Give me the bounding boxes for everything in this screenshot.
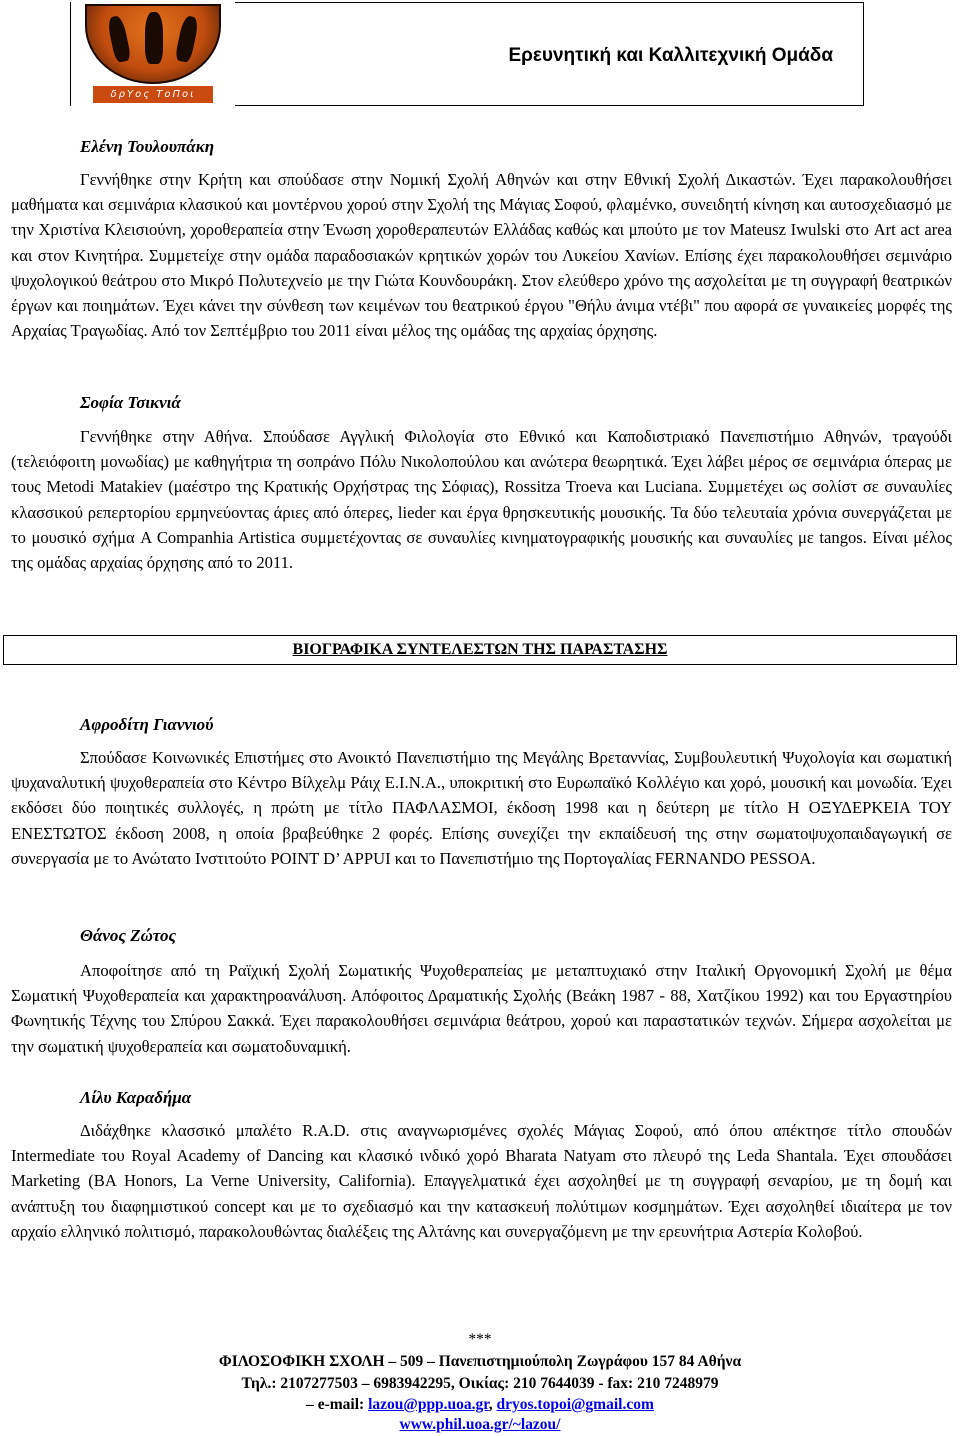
bio-name: Ελένη Τουλουπάκη bbox=[80, 137, 215, 156]
logo bbox=[71, 2, 235, 106]
email-link-dryos[interactable]: dryos.topoi@gmail.com bbox=[496, 1396, 654, 1413]
bio-text: Σπούδασε Κοινωνικές Επιστήμες στο Ανοικτό Πανεπιστήμιο της Μεγάλης Βρεταννίας, Συμβουλευτική Ψυχολογία και σωματική ψυχαναλυτική ψυχοθεραπεία στο Κέντρο Βίλχελμ Ράιχ Ε.Ι.Ν.Α., υποκριτική στο Ευρωπαϊκό Κολλέγιο και χορό, μουσική και μονωδία. Έχει εκδόσει δύο ποιητικές συλλογές, η πρώτη με τίτλο ΠΑΦΛΑΣΜΟΙ, έκδοση 1998 και η δεύτερη με τίτλο Η ΟΞΥΔΕΡΚΕΙΑ ΤΟΥ ΕΝΕΣΤΩΤΟΣ έκδοση 2008, η οποία βραβεύθηκε 2 φορές. Επίσης συνεχίζει την εκπαίδευσή της στην σωματοψυχοπαιδαγωγική σε συνεργασία με το Ανώτατο Ινστιτούτο POINT D’ APPUI και το Πανεπιστήμιο της Πορτογαλίας FERNANDO PESSOA. bbox=[11, 748, 952, 868]
bio-text: Γεννήθηκε στην Αθήνα. Σπούδασε Αγγλική Φιλολογία στο Εθνικό και Καποδιστριακό Πανεπιστήμιο Αθηνών, τραγούδι (τελειόφοιτη μονωδίας) με καθηγήτρια τη σοπράνο Πόλυ Νικολοπούλου και ανώτερα θεωρητικά. Έχει λάβει μέρος σε σεμινάρια όπερας με τους Metodi Matakiev (μαέστρο της Κρατικής Ορχήστρας της Σόφιας), Rossitza Troeva και Luciana. Συμμετέχει ως σολίστ σε συναυλίες κλασσικού ρεπερτορίου ερμηνεύοντας άριες από όπερες, lieder και έργα θρησκευτικής μουσικής. Τα δύο τελευταία χρόνια συνεργάζεται με το μουσικό σχήμα A Companhia Artistica συμμετέχοντας σε συναυλίες κινηματογραφικής μουσικής και συναυλίες με tangos. Είναι μέλος της ομάδας αρχαίας όρχησης από το 2011. bbox=[11, 427, 952, 573]
footer-email-line bbox=[0, 1395, 960, 1415]
logo-figure-center bbox=[145, 12, 163, 64]
footer-address: ΦΙΛΟΣΟΦΙΚΗ ΣΧΟΛΗ – 509 – Πανεπιστημιούπολη Ζωγράφου 157 84 Αθήνα bbox=[218, 1353, 742, 1370]
footer-website-line bbox=[0, 1415, 960, 1435]
bio-text: Διδάχθηκε κλασσικό μπαλέτο R.A.D. στις αναγνωρισμένες σχολές Μάγιας Σοφού, από όπου απέκτησε τίτλο σπουδών Intermediate του Royal Academy of Dancing και κλασικό ινδικό χορό Bharata Natyam στο πλευρό της Leda Shantala. Έχει σπουδάσει Marketing (BA Honors, La Verne University, California). Επαγγελματικά έχει ασχοληθεί με τη συγγραφή σεναρίου, με τη δομή και ανάπτυξη του διαφημιστικού concept και με το σχεδιασμό και την κατασκευή πολύτιμων κοσμημάτων. Έχει ασχοληθεί ιδιαίτερα με τον αρχαίο ελληνικό πολιτισμό, παρακολουθώντας διαλέξεις της Αλτάνης και συνεργαζόμενη με την ερευνήτρια Αστερία Κολοβού. bbox=[11, 1121, 952, 1241]
bio-name: Αφροδίτη Γιαννιού bbox=[80, 715, 214, 734]
bio-text: Αποφοίτησε από τη Ραϊχική Σχολή Σωματικής Ψυχοθεραπείας με μεταπτυχιακό στην Ιταλική Οργονομική Σχολή με θέμα Σωματική Ψυχοθεραπεία και χαρακτηρoανάλυση. Απόφοιτος Δραματικής Σχολής (Βεάκη 1987 - 88, Χατζίκου 1992) και του Εργαστηρίου Φωνητικής Τέχνης του Σπύρου Σακκά. Έχει παρακολουθήσει σεμινάρια θεάτρου, χορού και παραστατικών τεχνών. Σήμερα ασχολείται με την σωματική ψυχοθεραπεία και σωματοδυναμική. bbox=[11, 961, 952, 1056]
email-link-lazou[interactable]: lazou@ppp.uoa.gr bbox=[368, 1396, 489, 1413]
bio-name: Θάνος Ζώτος bbox=[80, 926, 177, 945]
footer-email-label: – e-mail: bbox=[306, 1396, 365, 1413]
letterhead bbox=[70, 2, 864, 106]
logo-text: δρΥος ΤοΠοι bbox=[93, 86, 213, 103]
bio-name: Σοφία Τσικνιά bbox=[80, 393, 181, 412]
footer-separator: *** bbox=[468, 1331, 492, 1348]
bio-text: Γεννήθηκε στην Κρήτη και σπούδασε στην Νομική Σχολή Αθηνών και στην Εθνική Σχολή Δικαστών. Έχει παρακολουθήσει μαθήματα και σεμινάρια κλασικού και μοντέρνου χορού στην Σχολή της Μάγιας Σοφού, φλαμένκο, συνειδητή κίνηση και αυτοσχεδιασμό με την Χριστίνα Κλεισιούνη, χοροθεραπεία στην Ένωση χοροθεραπευτών Ελλάδας καθώς και μπούτο με τον Mateusz Iwulski στο Art act area και στον Κινητήρα. Συμμετείχε στην ομάδα παραδοσιακών κρητικών χορών του Λυκείου Χανίων. Επίσης έχει παρακολουθήσει σεμινάριο ψυχολογικού θεάτρου στο Μικρό Πολυτεχνείο με την Γιώτα Κουνδουράκη. Στον ελεύθερο χρόνο της ασχολείται με τη συγγραφή θεατρικών έργων και ποιημάτων. Έχει κάνει την σύνθεση των κειμένων του θεατρικού έργου "Θήλυ άνιμα ντέβι" που αφορά σε γυναικείες μορφές της Αρχαίας Τραγωδίας. Από τον Σεπτέμβριο του 2011 είναι μέλος της ομάδας της αρχαίας όρχησης. bbox=[11, 170, 952, 341]
footer-email-separator: , bbox=[488, 1396, 493, 1413]
section-heading: ΒΙΟΓΡΑΦΙΚΑ ΣΥΝΤΕΛΕΣΤΩΝ ΤΗΣ ΠΑΡΑΣΤΑΣΗΣ bbox=[3, 635, 957, 665]
header-title: Ερευνητική και Καλλιτεχνική Ομάδα bbox=[508, 45, 833, 66]
footer-phones: Τηλ.: 2107277503 – 6983942295, Οικίας: 210 7644039 - fax: 210 7248979 bbox=[241, 1375, 719, 1392]
website-link[interactable]: www.phil.uoa.gr/~lazou/ bbox=[399, 1416, 561, 1433]
bio-name: Λίλυ Καραδήμα bbox=[80, 1088, 192, 1107]
